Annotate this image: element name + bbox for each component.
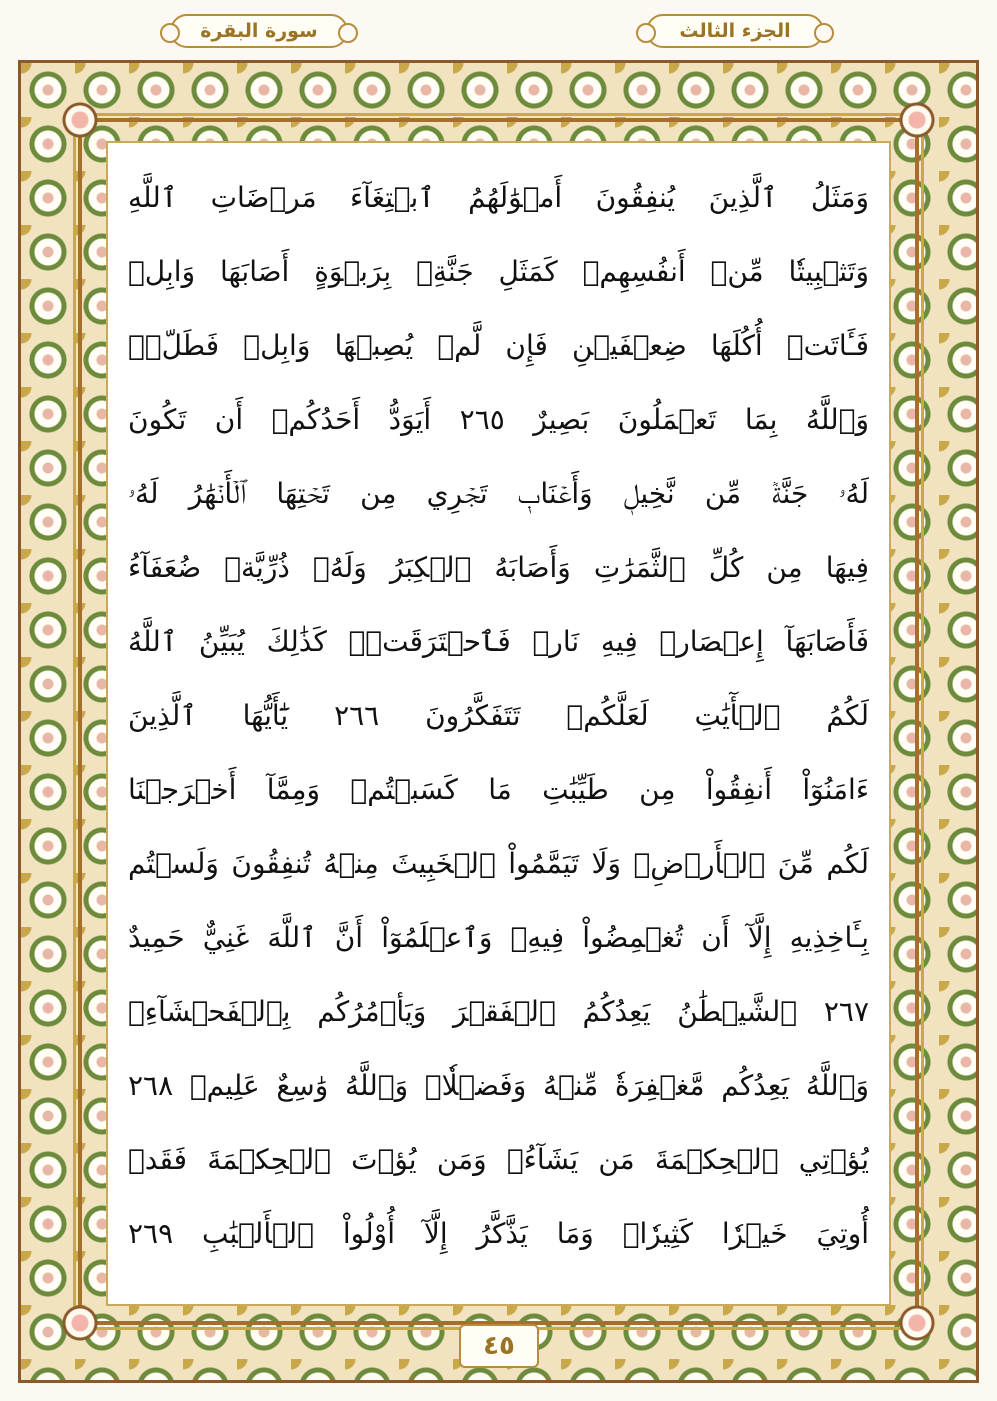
verse-line-13: وَٱللَّهُ يَعِدُكُم مَّغۡفِرَةٗ مِّنۡهُ وَفَضۡلٗاۗ وَٱللَّهُ وَٰسِعٌ عَلِيمٞ ٢٦٨ (128, 1069, 869, 1102)
verse-line-4: وَٱللَّهُ بِمَا تَعۡمَلُونَ بَصِيرٌ ٢٦٥ أَيَوَدُّ أَحَدُكُمۡ أَن تَكُونَ (128, 403, 869, 436)
page-number-badge (459, 1324, 539, 1368)
surah-label (170, 14, 348, 48)
surah-title: سورة البقرة (200, 20, 318, 42)
verse-line-14: يُؤۡتِي ٱلۡحِكۡمَةَ مَن يَشَآءُۚ وَمَن يُؤۡتَ ٱلۡحِكۡمَةَ فَقَدۡ (128, 1143, 869, 1176)
verse-line-10: لَكُم مِّنَ ٱلۡأَرۡضِۖ وَلَا تَيَمَّمُواْ ٱلۡخَبِيثَ مِنۡهُ تُنفِقُونَ وَلَسۡتُم (128, 847, 869, 880)
verse-line-8: لَكُمُ ٱلۡأٓيَٰتِ لَعَلَّكُمۡ تَتَفَكَّرُونَ ٢٦٦ يَٰٓأَيُّهَا ٱلَّذِينَ (128, 699, 869, 732)
juz-label (646, 14, 824, 48)
corner-ornament-top-left (60, 100, 100, 140)
verse-line-12: ٢٦٧ ٱلشَّيۡطَٰنُ يَعِدُكُمُ ٱلۡفَقۡرَ وَيَأۡمُرُكُم بِٱلۡفَحۡشَآءِۖ (128, 995, 869, 1028)
verse-lines (128, 161, 869, 1271)
verse-line-2: وَتَثۡبِيتٗا مِّنۡ أَنفُسِهِمۡ كَمَثَلِ جَنَّةِۭ بِرَبۡوَةٍ أَصَابَهَا وَابِلٞ (128, 255, 869, 288)
verse-line-7: فَأَصَابَهَآ إِعۡصَارٞ فِيهِ نَارٞ فَٱحۡتَرَقَتۡۗ كَذَٰلِكَ يُبَيِّنُ ٱللَّهُ (128, 625, 869, 658)
verse-line-6: فِيهَا مِن كُلِّ ٱلثَّمَرَٰتِ وَأَصَابَهُ ٱلۡكِبَرُ وَلَهُۥ ذُرِّيَّةٞ ضُعَفَآءُ (128, 551, 869, 584)
quran-text-panel (106, 141, 891, 1306)
juz-title: الجزء الثالث (679, 20, 791, 42)
verse-line-5: لَهُۥ جَنَّةٞ مِّن نَّخِيلٖ وَأَعۡنَابٖ تَجۡرِي مِن تَحۡتِهَا ٱلۡأَنۡهَٰرُ لَهُۥ (128, 477, 869, 510)
corner-ornament-bottom-right (897, 1303, 937, 1343)
verse-line-1: وَمَثَلُ ٱلَّذِينَ يُنفِقُونَ أَمۡوَٰلَهُمُ ٱبۡتِغَآءَ مَرۡضَاتِ ٱللَّهِ (128, 181, 869, 214)
verse-line-3: فَـَٔاتَتۡ أُكُلَهَا ضِعۡفَيۡنِ فَإِن لَّمۡ يُصِبۡهَا وَابِلٞ فَطَلّٞۗ (128, 329, 869, 362)
corner-ornament-bottom-left (60, 1303, 100, 1343)
verse-line-9: ءَامَنُوٓاْ أَنفِقُواْ مِن طَيِّبَٰتِ مَا كَسَبۡتُمۡ وَمِمَّآ أَخۡرَجۡنَا (128, 773, 869, 806)
verse-line-11: بِـَٔاخِذِيهِ إِلَّآ أَن تُغۡمِضُواْ فِيهِۚ وَٱعۡلَمُوٓاْ أَنَّ ٱللَّهَ غَنِيٌّ حَمِيدٌ (128, 921, 869, 954)
corner-ornament-top-right (897, 100, 937, 140)
page-number: ٤٥ (483, 1331, 515, 1361)
verse-line-15: أُوتِيَ خَيۡرٗا كَثِيرٗاۗ وَمَا يَذَّكَّرُ إِلَّآ أُوْلُواْ ٱلۡأَلۡبَٰبِ ٢٦٩ (128, 1217, 869, 1250)
